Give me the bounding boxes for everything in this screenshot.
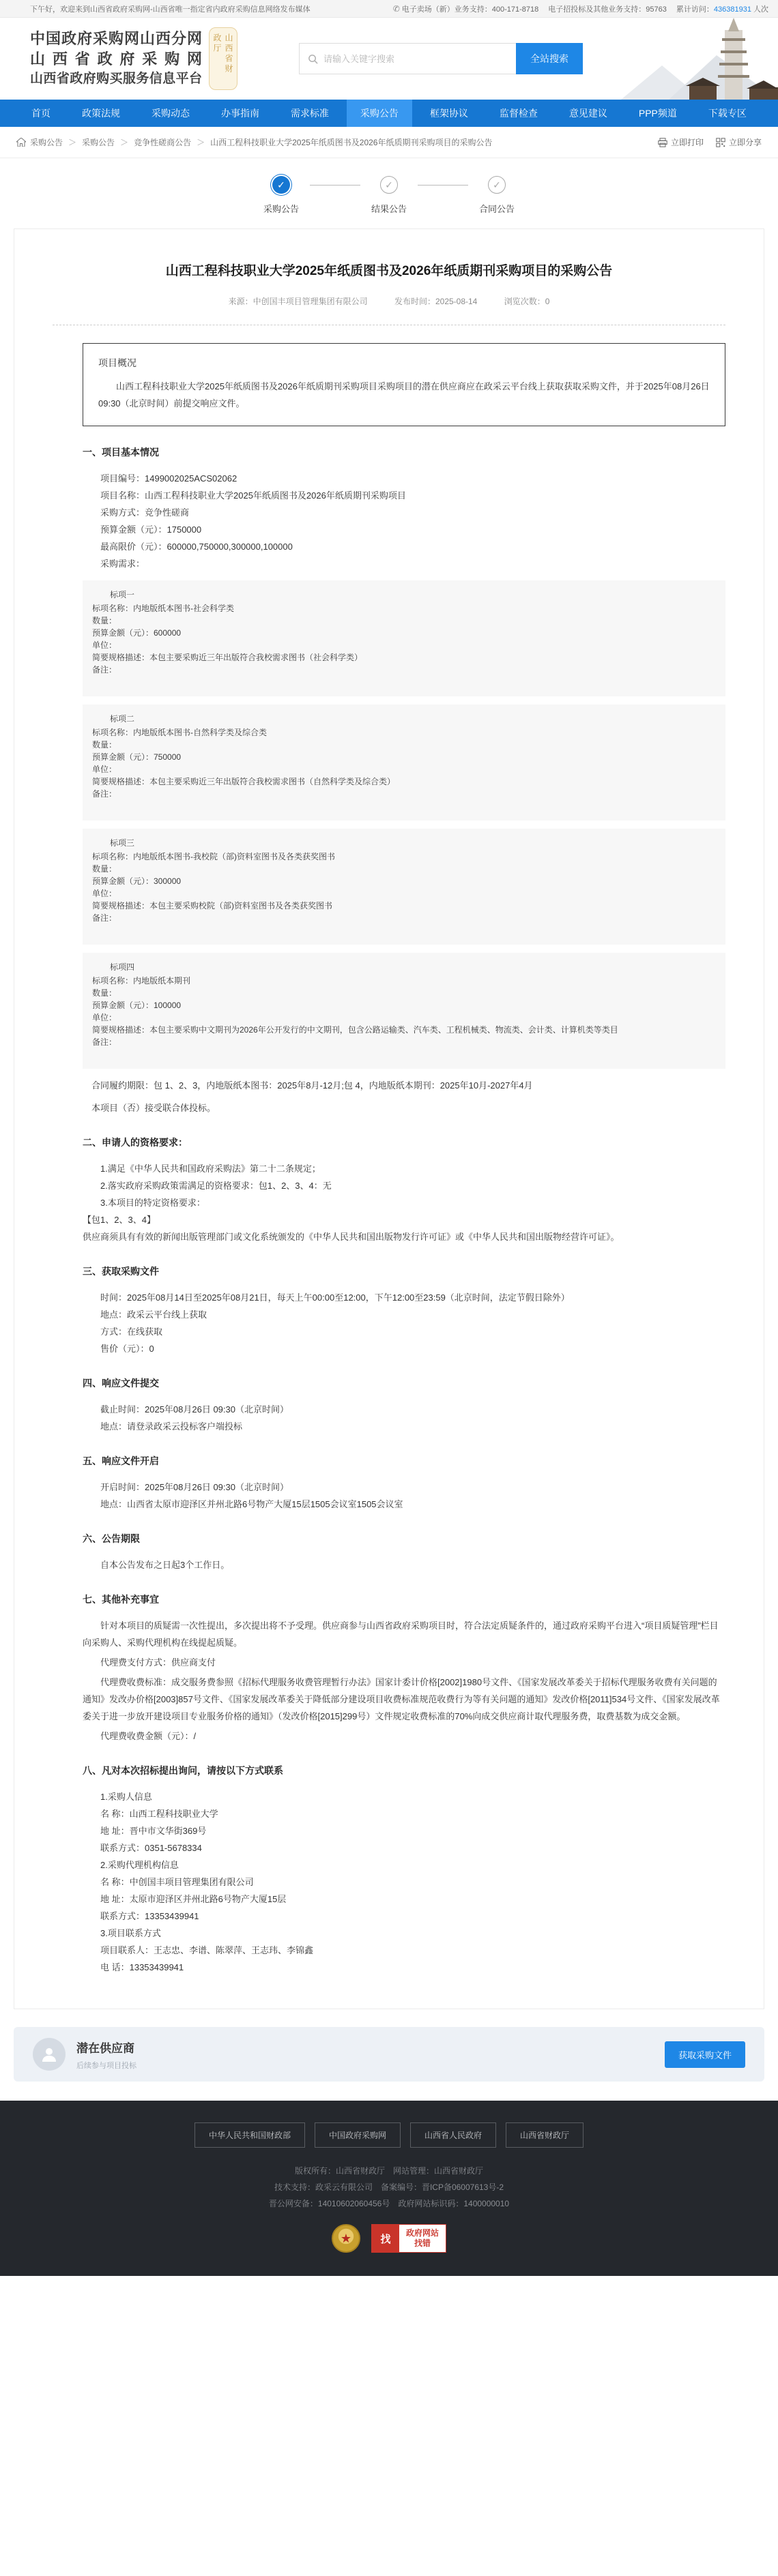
site-footer <box>0 2101 778 2276</box>
submission-place: 地点：请登录政采云投标客户端投标 <box>100 1421 243 1432</box>
lot-title: 标项三 <box>110 838 135 848</box>
site-logo[interactable] <box>30 27 237 90</box>
obtain-price: 售价（元）：0 <box>100 1344 154 1354</box>
submission-deadline: 截止时间：2025年08月26日 09:30（北京时间） <box>100 1404 289 1415</box>
overview-text: 山西工程科技职业大学2025年纸质图书及2026年纸质期刊采购项目采购项目的潜在供应商应在政采云平台线上获取获取采购文件，并于2025年08月26日 09:30（北京时间）前提交响应文件。 <box>98 381 710 409</box>
project-contact-phone: 电 话：13353439941 <box>100 1962 184 1972</box>
step-connector <box>418 185 468 186</box>
lot-title: 标项四 <box>110 962 135 972</box>
consortium-bidding: 本项目（否）接受联合体投标。 <box>91 1103 216 1113</box>
logo-line-2: 山西省政府采购网 <box>30 50 202 68</box>
support-hotline-1: 电子卖场（新）业务支持：400-171-8718 <box>401 5 539 14</box>
footer-copyright: 版权所有：山西省财政厅 网站管理：山西省财政厅 <box>294 2166 483 2176</box>
procurement-method: 采购方式：竞争性磋商 <box>100 507 190 518</box>
agency-address: 地 址：太原市迎泽区并州北路6号物产大厦15层 <box>100 1894 287 1904</box>
nav-item-guide[interactable]: 办事指南 <box>220 108 259 119</box>
obtain-place: 地点：政采云平台线上获取 <box>100 1309 207 1320</box>
search-box <box>299 43 516 74</box>
lot-budget: 预算金额（元）：300000 <box>92 876 182 886</box>
footer-tech-support: 技术支持：政采云有限公司 备案编号：晋ICP备06007613号-2 <box>274 2182 504 2192</box>
get-documents-button[interactable]: 获取采购文件 <box>665 2041 745 2068</box>
pagoda-artwork <box>621 18 778 100</box>
lot-spec: 简要规格描述：本包主要采购中文期刊为2026年公开发行的中文期刊，包含公路运输类、汽车类、工程机械类、物流类、会计类、计算机类等类目 <box>92 1025 618 1035</box>
article-publish-time: 发布时间：2025-08-14 <box>394 297 478 306</box>
lot-quantity: 数量： <box>92 740 117 750</box>
phone-icon: ✆ <box>392 3 400 14</box>
lot-4-box <box>83 953 725 1069</box>
lot-title: 标项二 <box>110 714 135 724</box>
nav-item-announcements[interactable]: 采购公告 <box>347 100 412 127</box>
print-icon <box>658 138 667 147</box>
lot-budget: 预算金额（元）：600000 <box>92 628 182 638</box>
lot-name: 标项名称：内地版纸本图书-社会科学类 <box>92 604 234 613</box>
lot-3-box <box>83 829 725 945</box>
check-icon: ✓ <box>272 176 290 194</box>
purchaser-contact: 联系方式：0351-5678334 <box>100 1843 202 1853</box>
obtain-method: 方式：在线获取 <box>100 1327 163 1337</box>
qualification-line: 3.本项目的特定资格要求： <box>100 1198 205 1208</box>
lot-note: 备注： <box>92 1037 117 1047</box>
lot-title: 标项一 <box>110 590 135 599</box>
qr-share-icon <box>716 138 725 147</box>
section-heading-other-matters: 七、其他补充事宜 <box>83 1594 159 1605</box>
purchaser-address: 地 址：晋中市文华街369号 <box>100 1826 207 1836</box>
qualification-line: 1.满足《中华人民共和国政府采购法》第二十二条规定； <box>100 1164 321 1174</box>
step-connector <box>310 185 360 186</box>
section-heading-opening: 五、响应文件开启 <box>83 1455 159 1466</box>
lot-quantity: 数量： <box>92 864 117 874</box>
breadcrumb-bar <box>0 127 778 158</box>
home-icon[interactable] <box>16 138 26 147</box>
share-button[interactable]: 立即分享 <box>716 136 762 148</box>
agency-fee-standard: 代理费收费标准：成交服务费参照《招标代理服务收费管理暂行办法》国家计委计价格[2002]1980号文件、《国家发展改革委关于招标代理服务收费有关问题的通知》发改办价格[2003]857号文件、《国家发展改革委关于降低部分建设项目收费标准规范收费行为等有关问题的通知》发改价格[2011]534号文件、《国家发展改革委关于进一步放开建设项目专业服务价格的通知》（发改价格[2015]299号）文件规定收费标准的70%向成交供应商计取代理服务费，取费基数为成交金额。 <box>83 1677 720 1721</box>
nav-item-policies[interactable]: 政策法规 <box>81 108 120 119</box>
qualification-license-requirement: 供应商须具有有效的新闻出版管理部门或文化系统颁发的《中华人民共和国出版物发行许可证》或《中华人民共和国出版物经营许可证》。 <box>83 1232 620 1242</box>
welcome-text: 下午好，欢迎来到山西省政府采购网-山西省唯一指定省内政府采购信息网络发布媒体 <box>30 5 311 14</box>
breadcrumb-item[interactable]: 采购公告 <box>30 138 63 147</box>
lot-note: 备注： <box>92 913 117 923</box>
lot-unit: 单位： <box>92 1013 117 1022</box>
lot-unit: 单位： <box>92 640 117 650</box>
lot-unit: 单位： <box>92 889 117 898</box>
lot-spec: 简要规格描述：本包主要采购近三年出版符合我校需求图书（自然科学类及综合类） <box>92 777 396 786</box>
main-navigation <box>0 100 778 127</box>
lot-unit: 单位： <box>92 765 117 774</box>
site-header <box>0 18 778 100</box>
search-icon <box>308 54 318 64</box>
potential-supplier-bar <box>14 2027 764 2082</box>
nav-item-feedback[interactable]: 意见建议 <box>568 108 607 119</box>
purchaser-name: 名 称：山西工程科技职业大学 <box>100 1809 218 1819</box>
support-hotline-2: 电子招投标及其他业务支持：95763 <box>548 5 667 14</box>
query-policy: 针对本项目的质疑需一次性提出，多次提出将不予受理。供应商参与山西省政府采购项目时，符合法定质疑条件的，通过政府采购平台进入“项目质疑管理”栏目向采购人、采购代理机构在线提起质疑。 <box>83 1620 719 1648</box>
step-result-announcement[interactable]: ✓ 结果公告 <box>367 176 411 215</box>
breadcrumb-item[interactable]: 采购公告 <box>82 138 115 147</box>
lot-name: 标项名称：内地版纸本图书-自然科学类及综合类 <box>92 728 267 737</box>
breadcrumb-item[interactable]: 竞争性磋商公告 <box>134 138 192 147</box>
nav-item-ppp[interactable]: PPP频道 <box>638 108 677 119</box>
lot-quantity: 数量： <box>92 988 117 998</box>
agency-contact: 联系方式：13353439941 <box>100 1911 199 1921</box>
public-security-badge-icon[interactable]: ★ <box>332 2224 360 2253</box>
section-heading-obtain-documents: 三、获取采购文件 <box>83 1266 159 1277</box>
breadcrumb: 采购公告 ＞ 采购公告 ＞ 竞争性磋商公告 ＞ 山西工程科技职业大学2025年纸质图书及2026年纸质期刊采购项目的采购公告 <box>16 136 493 148</box>
section-heading-announcement-period: 六、公告期限 <box>83 1533 140 1544</box>
supplier-bar-title: 潜在供应商 <box>76 2041 134 2055</box>
article-source: 来源：中创国丰项目管理集团有限公司 <box>228 297 368 306</box>
check-icon: ✓ <box>380 176 398 194</box>
lot-name: 标项名称：内地版纸本期刊 <box>92 976 191 986</box>
nav-item-downloads[interactable]: 下载专区 <box>708 108 747 119</box>
project-overview-box <box>83 343 725 426</box>
obtain-time: 时间：2025年08月14日至2025年08月21日，每天上午00:00至12:00，下午12:00至23:59（北京时间，法定节假日除外） <box>100 1292 570 1303</box>
logo-line-1: 中国政府采购网山西分网 <box>30 30 202 47</box>
qualification-line: 2.落实政府采购政策需满足的资格要求：包1、2、3、4：无 <box>100 1181 332 1191</box>
visit-count-number: 436381931 <box>713 5 751 14</box>
logo-line-3: 山西省政府购买服务信息平台 <box>30 72 202 86</box>
lot-2-box <box>83 705 725 820</box>
breadcrumb-current: 山西工程科技职业大学2025年纸质图书及2026年纸质期刊采购项目的采购公告 <box>210 138 493 147</box>
section-heading-submission: 四、响应文件提交 <box>83 1378 159 1389</box>
lot-note: 备注： <box>92 789 117 799</box>
announcement-stage-steps <box>0 158 778 223</box>
supplier-bar-subtitle: 后续参与项目投标 <box>76 2061 136 2070</box>
footer-link-ccgp[interactable]: 中国政府采购网 <box>315 2122 401 2148</box>
lot-note: 备注： <box>92 665 117 675</box>
nav-item-supervision[interactable]: 监督检查 <box>499 108 538 119</box>
agency-fee-payment: 代理费支付方式：供应商支付 <box>100 1657 216 1668</box>
project-name: 项目名称：山西工程科技职业大学2025年纸质图书及2026年纸质期刊采购项目 <box>100 490 406 501</box>
nav-item-home[interactable]: 首页 <box>31 108 51 119</box>
lot-budget: 预算金额（元）：100000 <box>92 1001 182 1010</box>
search-button[interactable]: 全站搜索 <box>516 43 583 74</box>
visit-counter: 累计访问：436381931 人次 <box>676 5 768 14</box>
agency-name: 名 称：中创国丰项目管理集团有限公司 <box>100 1877 254 1887</box>
overview-label: 项目概况 <box>98 357 136 368</box>
opening-place: 地点：山西省太原市迎泽区并州北路6号物产大厦15层1505会议室1505会议室 <box>100 1499 403 1509</box>
contract-period: 合同履约期限：包 1、2、3，内地版纸本图书：2025年8月-12月;包 4，内地版纸本期刊：2025年10月-2027年4月 <box>91 1080 533 1091</box>
announcement-card <box>14 228 764 2009</box>
footer-link-shanxi-finance[interactable]: 山西省财政厅 <box>506 2122 584 2148</box>
top-utility-bar <box>0 0 778 18</box>
budget-amount: 预算金额（元）：1750000 <box>100 524 202 535</box>
step-procurement-announcement[interactable]: ✓ 采购公告 <box>259 176 303 215</box>
section-heading-contacts: 八、凡对本次招标提出询问，请按以下方式联系 <box>83 1765 283 1776</box>
agency-fee-amount: 代理费收费金额（元）：/ <box>100 1731 197 1741</box>
project-number: 项目编号：1499002025ACS02062 <box>100 473 237 484</box>
article-view-count: 浏览次数：0 <box>504 297 550 306</box>
procurement-demand-label: 采购需求： <box>100 559 145 569</box>
check-icon: ✓ <box>488 176 506 194</box>
section-heading-basic-info: 一、项目基本情况 <box>83 447 159 458</box>
qualification-packages: 【包1、2、3、4】 <box>83 1215 156 1225</box>
announcement-period: 自本公告发布之日起3个工作日。 <box>100 1560 230 1570</box>
step-contract-announcement[interactable]: ✓ 合同公告 <box>475 176 519 215</box>
max-price: 最高限价（元）：600000,750000,300000,100000 <box>100 542 293 552</box>
footer-link-mof[interactable]: 中华人民共和国财政部 <box>194 2122 305 2148</box>
website-error-report-badge[interactable]: 找 政府网站 找错 <box>371 2224 446 2253</box>
bottom-whitespace <box>0 2276 778 2576</box>
nav-item-standards[interactable]: 需求标准 <box>290 108 329 119</box>
footer-registration: 晋公网安备：14010602060456号 政府网站标识码：1400000010 <box>268 2199 510 2208</box>
error-report-icon: 找 <box>372 2225 399 2252</box>
lot-1-box <box>83 580 725 696</box>
article-meta <box>53 295 725 307</box>
project-contact-label: 3.项目联系方式 <box>100 1928 161 1938</box>
nav-item-trends[interactable]: 采购动态 <box>151 108 190 119</box>
supplier-cloud-icon <box>33 2038 66 2071</box>
nav-item-framework[interactable]: 框架协议 <box>429 108 468 119</box>
lot-quantity: 数量： <box>92 616 117 625</box>
lot-spec: 简要规格描述：本包主要采购校院（部)资料室图书及各类获奖图书 <box>92 901 332 911</box>
section-heading-qualifications: 二、申请人的资格要求： <box>83 1137 188 1148</box>
agency-info-label: 2.采购代理机构信息 <box>100 1860 179 1870</box>
purchaser-info-label: 1.采购人信息 <box>100 1792 152 1802</box>
search-input[interactable] <box>323 54 508 64</box>
project-contact-persons: 项目联系人：王志忠、李谱、陈翠萍、王志玮、李锦鑫 <box>100 1945 314 1955</box>
footer-link-shanxi-gov[interactable]: 山西省人民政府 <box>410 2122 496 2148</box>
page-title: 山西工程科技职业大学2025年纸质图书及2026年纸质期刊采购项目的采购公告 <box>165 264 613 278</box>
print-button[interactable]: 立即打印 <box>658 136 704 148</box>
lot-spec: 简要规格描述：本包主要采购近三年出版符合我校需求图书（社会科学类） <box>92 653 363 662</box>
finance-department-seal: 山西省财政厅 <box>209 27 237 90</box>
lot-budget: 预算金额（元）：750000 <box>92 752 182 762</box>
opening-time: 开启时间：2025年08月26日 09:30（北京时间） <box>100 1482 289 1492</box>
lot-name: 标项名称：内地版纸本图书-我校院（部)资料室图书及各类获奖图书 <box>92 852 335 861</box>
